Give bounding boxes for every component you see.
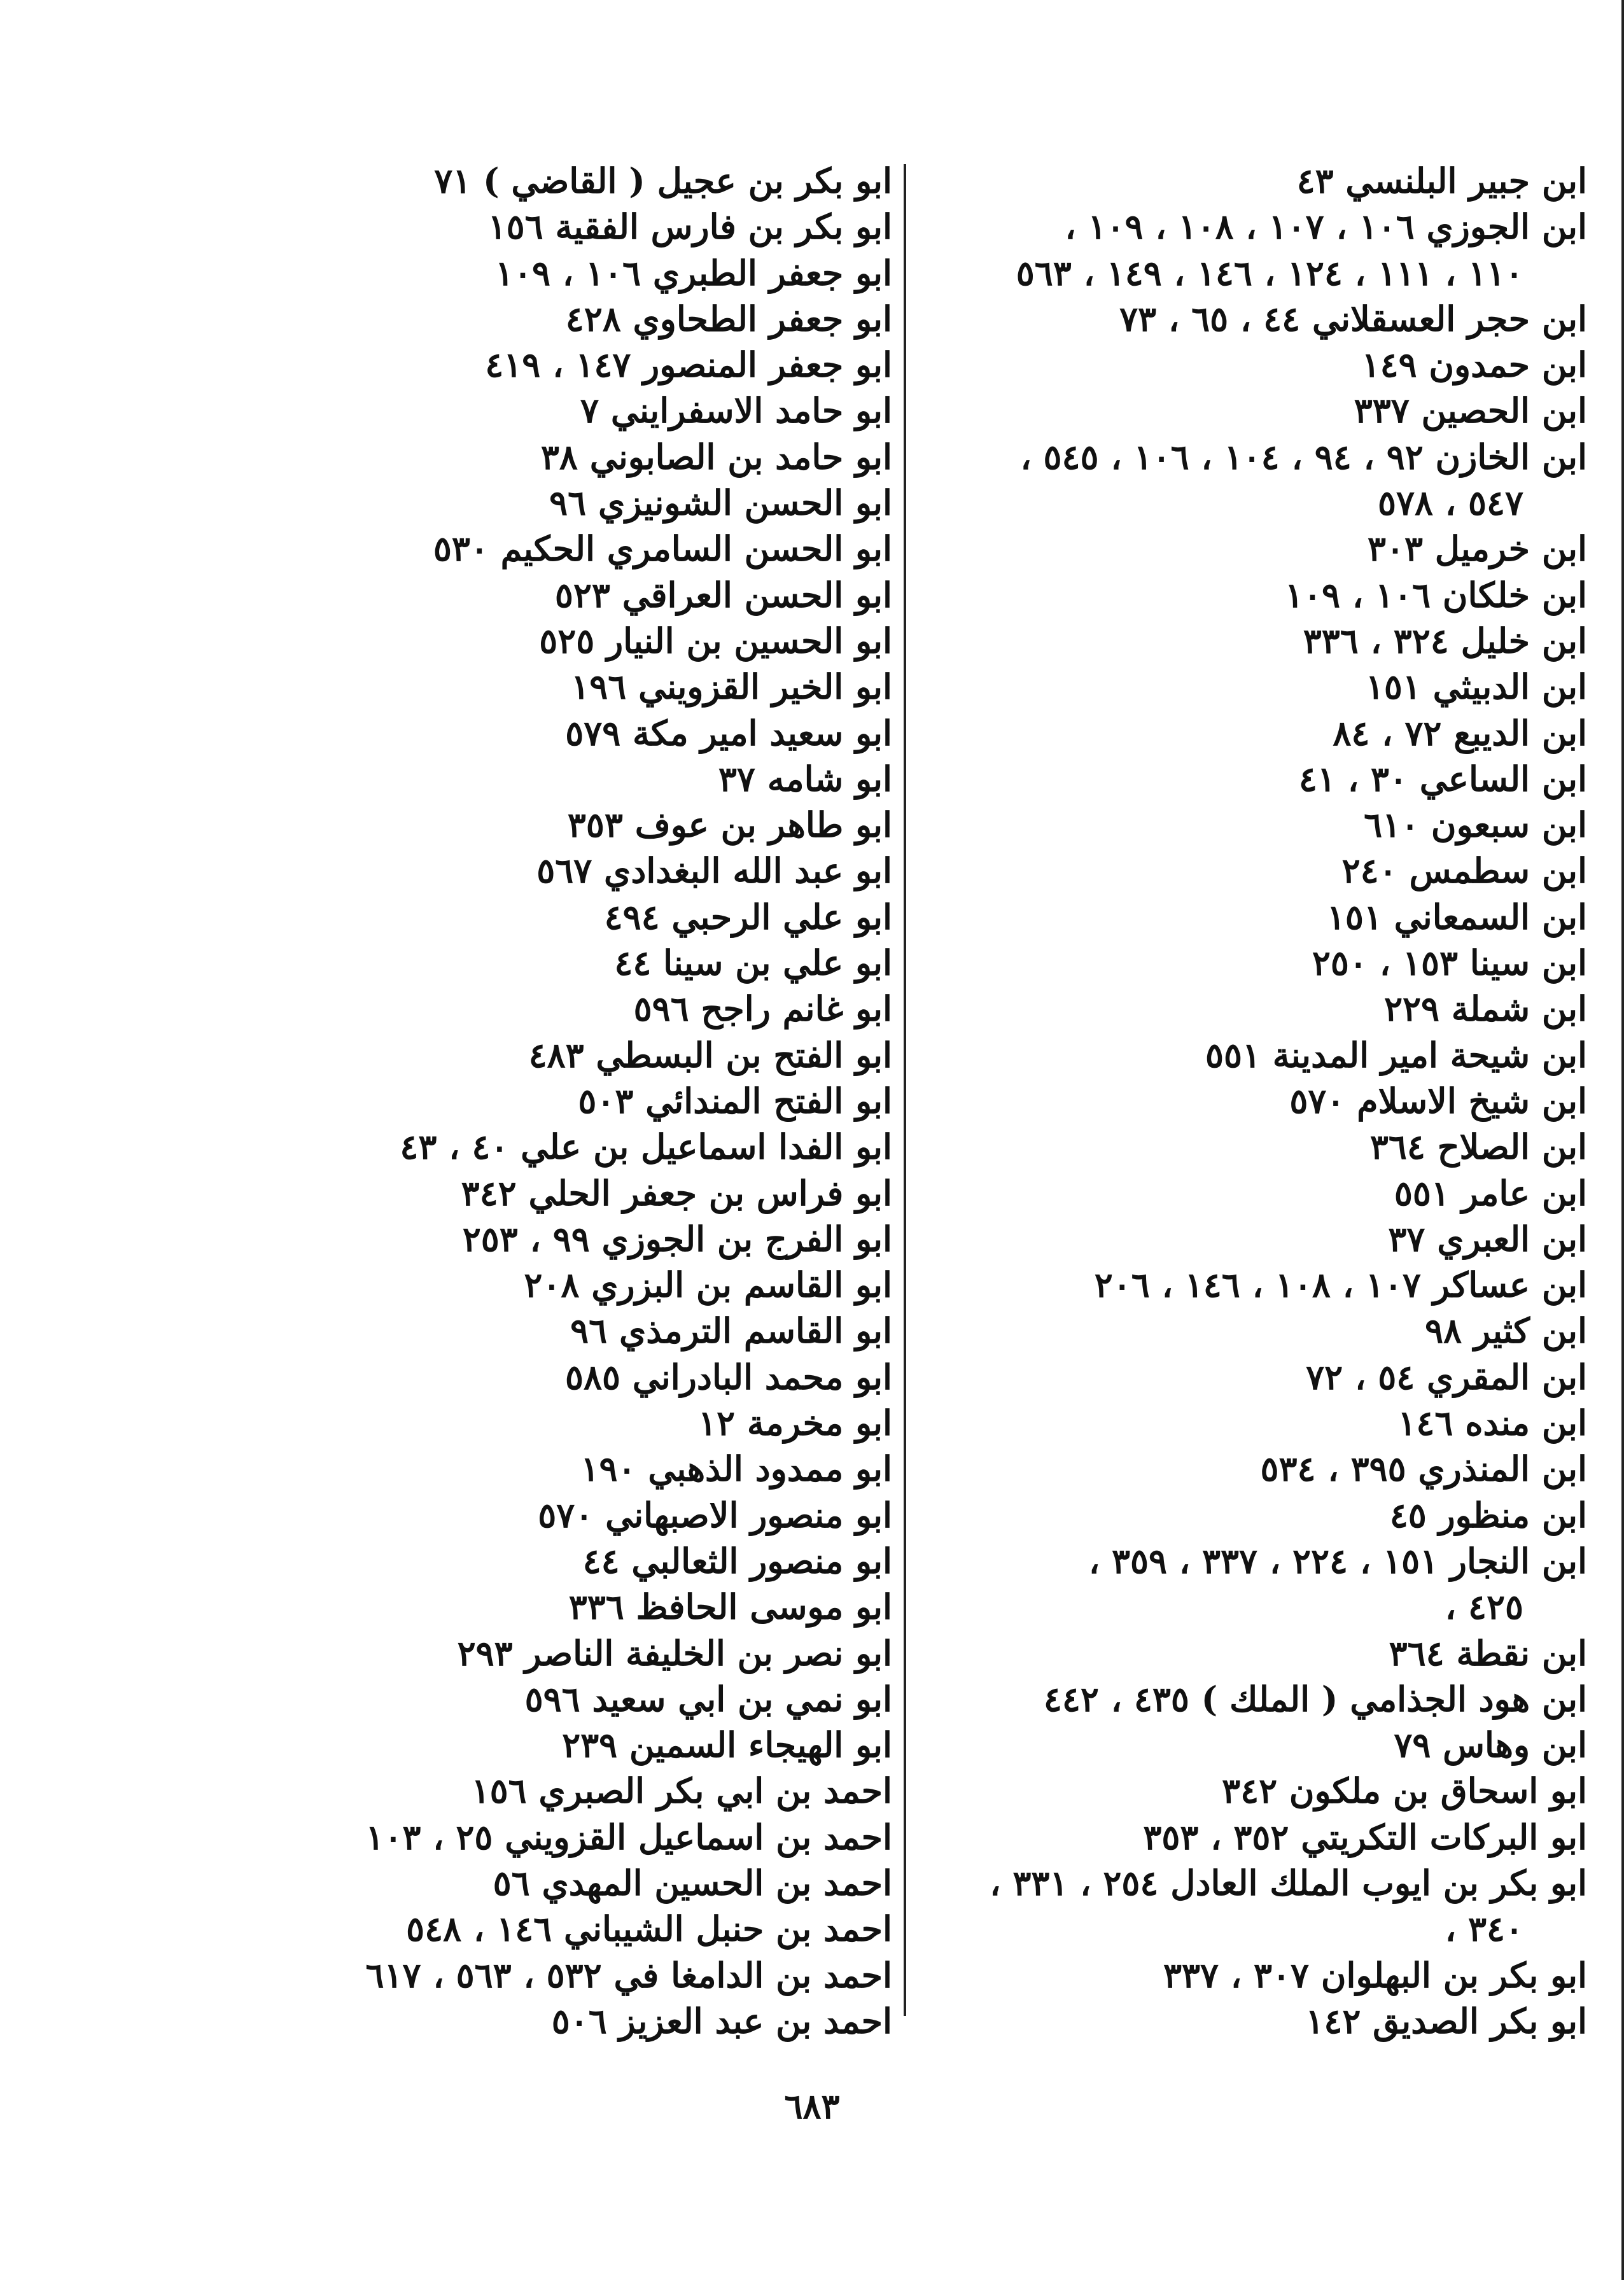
index-entry: ابو الهيجاء السمين ٢٣٩ (562, 1724, 892, 1766)
index-entry: ابن المنذري ٣٩٥ ، ٥٣٤ (1260, 1448, 1587, 1490)
index-entry: ابو غانم راجح ٥٩٦ (633, 988, 892, 1030)
index-entry: ابن وهاس ٧٩ (1394, 1724, 1587, 1766)
index-entry: ابن منده ١٤٦ (1397, 1402, 1587, 1444)
index-entry: ابن عامر ٥٥١ (1394, 1172, 1587, 1213)
index-entry: ابو موسى الحافظ ٣٣٦ (568, 1586, 892, 1628)
index-entry: ابن نقطة ٣٦٤ (1389, 1632, 1587, 1674)
index-entry: ابو بكر الصديق ١٤٢ (1305, 2000, 1587, 2041)
index-entry: ابن هود الجذامي ( الملك ) ٤٣٥ ، ٤٤٢ (1043, 1678, 1587, 1719)
index-entry: ابو بكر بن البهلوان ٣٠٧ ، ٣٣٧ (1163, 1954, 1587, 1996)
index-entry: ابو اسحاق بن ملكون ٣٤٢ (1222, 1770, 1587, 1812)
page-number: ٦٨٣ (784, 2086, 840, 2127)
index-entry: ابن الديبع ٧٢ ، ٨٤ (1333, 712, 1587, 753)
index-column-left (256, 158, 892, 2044)
index-entry: ابو فراس بن جعفر الحلي ٣٤٢ (461, 1172, 892, 1213)
index-entry: ابو سعيد امير مكة ٥٧٩ (565, 712, 892, 753)
index-entry: ابن حمدون ١٤٩ (1361, 344, 1587, 386)
index-entry: ابن المقري ٥٤ ، ٧٢ (1306, 1356, 1587, 1397)
index-entry: ابو محمد البادراني ٥٨٥ (564, 1356, 892, 1397)
index-entry: ابو الحسن الشونيزي ٩٦ (549, 482, 892, 524)
index-entry: ابو البركات التكريتي ٣٥٢ ، ٣٥٣ (1143, 1816, 1587, 1857)
index-entry: ابو منصور الثعالبي ٤٤ (582, 1540, 892, 1581)
index-entry: احمد بن ابي بكر الصبري ١٥٦ (471, 1770, 892, 1812)
index-entry: ابن سبعون ٦١٠ (1364, 804, 1587, 846)
index-entry: ابن عساكر ١٠٧ ، ١٠٨ ، ١٤٦ ، ٢٠٦ (1094, 1264, 1587, 1306)
index-entry: ابو ممدود الذهبي ١٩٠ (580, 1448, 892, 1490)
index-entry: احمد بن حنبل الشيباني ١٤٦ ، ٥٤٨ (406, 1908, 892, 1950)
index-entry: ابو جعفر المنصور ١٤٧ ، ٤١٩ (485, 344, 892, 386)
index-entry: ابو الفتح بن البسطي ٤٨٣ (528, 1034, 892, 1075)
index-entry: ابن النجار ١٥١ ، ٢٢٤ ، ٣٣٧ ، ٣٥٩ ، (1088, 1540, 1587, 1581)
index-entry: ابن سينا ١٥٣ ، ٢٥٠ (1312, 942, 1587, 984)
index-entry: ابو القاسم الترمذي ٩٦ (570, 1310, 892, 1352)
index-entry: ابن حجر العسقلاني ٤٤ ، ٦٥ ، ٧٣ (1119, 298, 1587, 339)
index-entry: ابن سطمس ٢٤٠ (1341, 850, 1587, 892)
index-entry: ابن شيخ الاسلام ٥٧٠ (1289, 1080, 1587, 1121)
index-entry: ابو القاسم بن البزري ٢٠٨ (524, 1264, 892, 1306)
index-entry: ابو نمي بن ابي سعيد ٥٩٦ (524, 1678, 892, 1719)
index-entry: ابن خلكان ١٠٦ ، ١٠٩ (1285, 574, 1587, 615)
index-entry: احمد بن الدامغا في ٥٣٢ ، ٥٦٣ ، ٦١٧ (365, 1954, 892, 1996)
index-entry: ابو الفتح المندائي ٥٠٣ (578, 1080, 892, 1121)
index-entry: ابو بكر بن ايوب الملك العادل ٢٥٤ ، ٣٣١ ، (990, 1862, 1587, 1903)
index-entry: احمد بن عبد العزيز ٥٠٦ (551, 2000, 892, 2041)
index-entry: ابن العبري ٣٧ (1388, 1218, 1587, 1259)
index-entry: ابن جبير البلنسي ٤٣ (1296, 160, 1587, 201)
index-entry: ابو الحسين بن النيار ٥٢٥ (539, 620, 892, 661)
index-entry: ابن خليل ٣٢٤ ، ٣٣٦ (1303, 620, 1587, 661)
index-entry: ابن شملة ٢٢٩ (1383, 988, 1587, 1030)
index-entry: ابو بكر بن فارس الفقية ١٥٦ (487, 206, 892, 248)
index-entry: ابو الفرج بن الجوزي ٩٩ ، ٢٥٣ (462, 1218, 892, 1259)
index-entry: احمد بن الحسين المهدي ٥٦ (493, 1862, 892, 1903)
index-entry: ابو حامد بن الصابوني ٣٨ (540, 436, 892, 477)
index-entry: ابو الحسن السامري الحكيم ٥٣٠ (433, 528, 892, 570)
index-entry: ٤٢٥ ، (1445, 1586, 1523, 1628)
column-divider (904, 164, 906, 2016)
index-entry: ابن الجوزي ١٠٦ ، ١٠٧ ، ١٠٨ ، ١٠٩ ، (1065, 206, 1587, 248)
index-entry: ابو شامه ٣٧ (718, 758, 892, 799)
index-entry: ابو الحسن العراقي ٥٢٣ (554, 574, 892, 615)
index-entry: ٥٤٧ ، ٥٧٨ (1377, 482, 1523, 524)
index-entry: ابو الفدا اسماعيل بن علي ٤٠ ، ٤٣ (400, 1126, 892, 1168)
index-entry: ابن كثير ٩٨ (1425, 1310, 1587, 1352)
index-entry: احمد بن اسماعيل القزويني ٢٥ ، ١٠٣ (365, 1816, 892, 1857)
index-entry: ابو علي بن سينا ٤٤ (614, 942, 892, 984)
index-entry: ابن الخازن ٩٢ ، ٩٤ ، ١٠٤ ، ١٠٦ ، ٥٤٥ ، (1020, 436, 1587, 477)
page-edge-line (1621, 0, 1624, 2280)
index-entry: ابو عبد الله البغدادي ٥٦٧ (536, 850, 892, 892)
index-entry: ابو نصر بن الخليفة الناصر ٢٩٣ (457, 1632, 892, 1674)
index-entry: ابن الحصين ٣٣٧ (1354, 390, 1587, 431)
index-entry: ابو بكر بن عجيل ( القاضي ) ٧١ (434, 160, 892, 201)
index-entry: ابن منظور ٤٥ (1389, 1494, 1587, 1535)
index-entry: ابن الدبيثي ١٥١ (1365, 666, 1587, 708)
index-entry: ابو الخير القزويني ١٩٦ (571, 666, 892, 708)
index-entry: ابو جعفر الطحاوي ٤٢٨ (565, 298, 892, 339)
index-entry: ابو طاهر بن عوف ٣٥٣ (567, 804, 892, 846)
index-entry: ابن الصلاح ٣٦٤ (1369, 1126, 1587, 1168)
index-entry: ابن شيحة امير المدينة ٥٥١ (1205, 1034, 1587, 1075)
index-entry: ابو علي الرحبي ٤٩٤ (604, 896, 892, 937)
index-entry: ابو حامد الاسفرايني ٧ (580, 390, 892, 431)
index-entry: ابن السمعاني ١٥١ (1326, 896, 1587, 937)
index-entry: ٣٤٠ ، (1445, 1908, 1523, 1950)
index-entry: ابو مخرمة ١٢ (698, 1402, 892, 1444)
index-entry: ابو منصور الاصبهاني ٥٧٠ (538, 1494, 892, 1535)
index-entry: ابو جعفر الطبري ١٠٦ ، ١٠٩ (494, 252, 892, 293)
index-entry: ابن الساعي ٣٠ ، ٤١ (1298, 758, 1587, 799)
index-entry: ابن خرميل ٣٠٣ (1367, 528, 1587, 570)
index-entry: ١١٠ ، ١١١ ، ١٢٤ ، ١٤٦ ، ١٤٩ ، ٥٦٣ (1016, 252, 1523, 293)
